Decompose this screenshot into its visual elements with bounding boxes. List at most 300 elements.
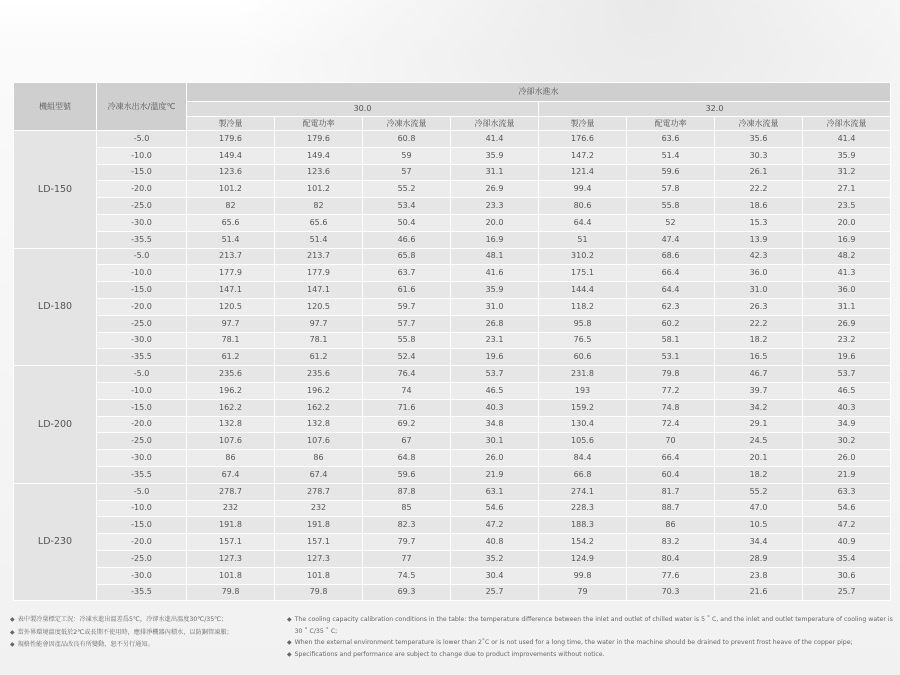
- outlet-temp-cell: -35.5: [97, 466, 187, 483]
- value-cell: 79.8: [275, 584, 363, 601]
- diamond-bullet-icon: ◆: [10, 628, 15, 636]
- value-cell: 47.4: [627, 231, 715, 248]
- value-cell: 57.7: [363, 315, 451, 332]
- value-cell: 35.9: [451, 282, 539, 299]
- value-cell: 47.2: [451, 517, 539, 534]
- value-cell: 196.2: [275, 382, 363, 399]
- value-cell: 57: [363, 164, 451, 181]
- value-cell: 232: [187, 500, 275, 517]
- value-cell: 81.7: [627, 483, 715, 500]
- value-cell: 46.6: [363, 231, 451, 248]
- value-cell: 25.7: [451, 584, 539, 601]
- value-cell: 123.6: [187, 164, 275, 181]
- value-cell: 64.4: [539, 214, 627, 231]
- value-cell: 191.8: [187, 517, 275, 534]
- value-cell: 55.8: [363, 332, 451, 349]
- value-cell: 132.8: [275, 416, 363, 433]
- value-cell: 16.9: [803, 231, 891, 248]
- value-cell: 27.1: [803, 181, 891, 198]
- value-cell: 86: [275, 450, 363, 467]
- value-cell: 105.6: [539, 433, 627, 450]
- value-cell: 16.9: [451, 231, 539, 248]
- value-cell: 66.4: [627, 265, 715, 282]
- diamond-bullet-icon: ◆: [10, 616, 15, 623]
- value-cell: 31.0: [715, 282, 803, 299]
- value-cell: 77.2: [627, 382, 715, 399]
- value-cell: 54.6: [451, 500, 539, 517]
- value-cell: 76.5: [539, 332, 627, 349]
- value-cell: 23.5: [803, 198, 891, 215]
- value-cell: 79: [539, 584, 627, 601]
- value-cell: 51.4: [187, 231, 275, 248]
- table-row: [14, 332, 891, 349]
- value-cell: 101.8: [187, 567, 275, 584]
- value-cell: 82: [187, 198, 275, 215]
- value-cell: 55.8: [627, 198, 715, 215]
- value-cell: 154.2: [539, 534, 627, 551]
- value-cell: 228.3: [539, 500, 627, 517]
- value-cell: 65.8: [363, 248, 451, 265]
- header-temp-30: 30.0: [187, 102, 539, 117]
- value-cell: 67.4: [187, 466, 275, 483]
- value-cell: 46.7: [715, 366, 803, 383]
- value-cell: 86: [627, 517, 715, 534]
- value-cell: 55.2: [715, 483, 803, 500]
- note-item: [10, 639, 282, 652]
- value-cell: 213.7: [275, 248, 363, 265]
- outlet-temp-cell: -10.0: [97, 147, 187, 164]
- value-cell: 127.3: [275, 550, 363, 567]
- value-cell: 132.8: [187, 416, 275, 433]
- value-cell: 74.5: [363, 567, 451, 584]
- value-cell: 80.6: [539, 198, 627, 215]
- value-cell: 52: [627, 214, 715, 231]
- note-text: When the external environment temperature is lower than 2˚C or is not used for a long time, the water in the machine should be drained to prevent frost heave of the copper pipe;: [294, 639, 853, 646]
- value-cell: 278.7: [187, 483, 275, 500]
- table-row: [14, 366, 891, 383]
- value-cell: 64.8: [363, 450, 451, 467]
- diamond-bullet-icon: ◆: [287, 639, 292, 646]
- value-cell: 86: [187, 450, 275, 467]
- table-row: [14, 198, 891, 215]
- value-cell: 57.8: [627, 181, 715, 198]
- model-cell: LD-150: [14, 131, 97, 249]
- value-cell: 47.2: [803, 517, 891, 534]
- value-cell: 196.2: [187, 382, 275, 399]
- value-cell: 26.9: [451, 181, 539, 198]
- table-row: [14, 214, 891, 231]
- value-cell: 40.9: [803, 534, 891, 551]
- value-cell: 23.3: [451, 198, 539, 215]
- table-row: [14, 315, 891, 332]
- note-item: [10, 614, 282, 627]
- note-text: The cooling capacity calibration conditions in the table: the temperature difference between the inlet and outlet of chilled water is 5 ˚ C, and the inlet and outlet temperature of cooling water is 30 ˚ C/35 ˚ C;: [294, 616, 893, 635]
- header-cooling-flow: 冷卻水流量: [451, 117, 539, 131]
- value-cell: 191.8: [275, 517, 363, 534]
- value-cell: 101.2: [275, 181, 363, 198]
- value-cell: 21.9: [803, 466, 891, 483]
- value-cell: 120.5: [187, 298, 275, 315]
- value-cell: 47.0: [715, 500, 803, 517]
- outlet-temp-cell: -10.0: [97, 265, 187, 282]
- value-cell: 149.4: [187, 147, 275, 164]
- header-chilled-flow: 冷凍水流量: [363, 117, 451, 131]
- value-cell: 23.2: [803, 332, 891, 349]
- table-row: [14, 349, 891, 366]
- value-cell: 179.6: [187, 131, 275, 148]
- value-cell: 24.5: [715, 433, 803, 450]
- value-cell: 123.6: [275, 164, 363, 181]
- value-cell: 35.2: [451, 550, 539, 567]
- value-cell: 83.2: [627, 534, 715, 551]
- value-cell: 10.5: [715, 517, 803, 534]
- value-cell: 51: [539, 231, 627, 248]
- value-cell: 101.2: [187, 181, 275, 198]
- table-header: [14, 83, 891, 131]
- value-cell: 213.7: [187, 248, 275, 265]
- value-cell: 29.1: [715, 416, 803, 433]
- header-power: 配電功率: [627, 117, 715, 131]
- outlet-temp-cell: -15.0: [97, 164, 187, 181]
- value-cell: 39.7: [715, 382, 803, 399]
- value-cell: 23.8: [715, 567, 803, 584]
- value-cell: 69.2: [363, 416, 451, 433]
- table-row: [14, 248, 891, 265]
- outlet-temp-cell: -25.0: [97, 550, 187, 567]
- value-cell: 82.3: [363, 517, 451, 534]
- value-cell: 41.4: [451, 131, 539, 148]
- header-temp-32: 32.0: [539, 102, 891, 117]
- outlet-temp-cell: -20.0: [97, 534, 187, 551]
- table-row: [14, 147, 891, 164]
- value-cell: 59: [363, 147, 451, 164]
- value-cell: 53.7: [803, 366, 891, 383]
- value-cell: 79.8: [187, 584, 275, 601]
- value-cell: 30.6: [803, 567, 891, 584]
- value-cell: 22.2: [715, 315, 803, 332]
- table-body: [14, 131, 891, 601]
- value-cell: 18.2: [715, 466, 803, 483]
- value-cell: 35.4: [803, 550, 891, 567]
- value-cell: 41.3: [803, 265, 891, 282]
- spec-table: [13, 82, 891, 601]
- note-text: 規格性能會因產品改良有所變動，恕不另行通知。: [17, 641, 154, 648]
- value-cell: 51.4: [275, 231, 363, 248]
- outlet-temp-cell: -25.0: [97, 433, 187, 450]
- value-cell: 69.3: [363, 584, 451, 601]
- value-cell: 63.6: [627, 131, 715, 148]
- note-text: 表中製冷量標定工況：冷凍水進出溫差爲5℃，冷卻水進出溫度30℃/35℃；: [17, 616, 228, 623]
- outlet-temp-cell: -20.0: [97, 416, 187, 433]
- value-cell: 159.2: [539, 399, 627, 416]
- table-row: [14, 164, 891, 181]
- value-cell: 99.8: [539, 567, 627, 584]
- value-cell: 48.2: [803, 248, 891, 265]
- table-row: [14, 466, 891, 483]
- diamond-bullet-icon: ◆: [287, 616, 292, 623]
- value-cell: 124.9: [539, 550, 627, 567]
- table-row: [14, 450, 891, 467]
- table-row: [14, 517, 891, 534]
- outlet-temp-cell: -5.0: [97, 366, 187, 383]
- table-row: [14, 399, 891, 416]
- value-cell: 107.6: [275, 433, 363, 450]
- model-cell: LD-180: [14, 248, 97, 366]
- diamond-bullet-icon: ◆: [287, 650, 292, 658]
- outlet-temp-cell: -20.0: [97, 298, 187, 315]
- value-cell: 21.6: [715, 584, 803, 601]
- note-item: [287, 649, 897, 661]
- table-row: [14, 231, 891, 248]
- header-chilled-flow: 冷凍水流量: [715, 117, 803, 131]
- value-cell: 13.9: [715, 231, 803, 248]
- note-item: [287, 637, 897, 649]
- value-cell: 28.9: [715, 550, 803, 567]
- outlet-temp-cell: -25.0: [97, 198, 187, 215]
- value-cell: 77.6: [627, 567, 715, 584]
- header-model: 機組型號: [14, 83, 97, 131]
- value-cell: 179.6: [275, 131, 363, 148]
- header-chilled-outlet: 冷凍水出水/溫度℃: [97, 83, 187, 131]
- outlet-temp-cell: -35.5: [97, 231, 187, 248]
- value-cell: 34.4: [715, 534, 803, 551]
- outlet-temp-cell: -15.0: [97, 399, 187, 416]
- value-cell: 30.3: [715, 147, 803, 164]
- value-cell: 26.0: [803, 450, 891, 467]
- model-cell: LD-230: [14, 483, 97, 601]
- outlet-temp-cell: -20.0: [97, 181, 187, 198]
- value-cell: 85: [363, 500, 451, 517]
- value-cell: 120.5: [275, 298, 363, 315]
- value-cell: 72.4: [627, 416, 715, 433]
- value-cell: 35.9: [803, 147, 891, 164]
- outlet-temp-cell: -30.0: [97, 214, 187, 231]
- value-cell: 64.4: [627, 282, 715, 299]
- value-cell: 61.6: [363, 282, 451, 299]
- value-cell: 36.0: [803, 282, 891, 299]
- table-row: [14, 534, 891, 551]
- value-cell: 235.6: [275, 366, 363, 383]
- table-row: [14, 382, 891, 399]
- table-row: [14, 500, 891, 517]
- value-cell: 70: [627, 433, 715, 450]
- value-cell: 53.7: [451, 366, 539, 383]
- value-cell: 162.2: [275, 399, 363, 416]
- value-cell: 193: [539, 382, 627, 399]
- value-cell: 99.4: [539, 181, 627, 198]
- value-cell: 147.1: [275, 282, 363, 299]
- value-cell: 30.4: [451, 567, 539, 584]
- value-cell: 97.7: [275, 315, 363, 332]
- value-cell: 59.6: [627, 164, 715, 181]
- value-cell: 63.1: [451, 483, 539, 500]
- value-cell: 77: [363, 550, 451, 567]
- note-item: [10, 627, 282, 640]
- value-cell: 157.1: [275, 534, 363, 551]
- table-row: [14, 282, 891, 299]
- notes-chinese: [10, 614, 282, 652]
- value-cell: 68.6: [627, 248, 715, 265]
- outlet-temp-cell: -5.0: [97, 483, 187, 500]
- value-cell: 188.3: [539, 517, 627, 534]
- value-cell: 107.6: [187, 433, 275, 450]
- value-cell: 40.3: [451, 399, 539, 416]
- note-text: Specifications and performance are subject to change due to product improvements without notice.: [294, 650, 605, 658]
- value-cell: 149.4: [275, 147, 363, 164]
- notes-english: [287, 614, 897, 660]
- header-cooling-capacity: 製冷量: [539, 117, 627, 131]
- value-cell: 19.6: [451, 349, 539, 366]
- value-cell: 31.0: [451, 298, 539, 315]
- value-cell: 26.0: [451, 450, 539, 467]
- value-cell: 18.2: [715, 332, 803, 349]
- value-cell: 118.2: [539, 298, 627, 315]
- value-cell: 121.4: [539, 164, 627, 181]
- outlet-temp-cell: -5.0: [97, 131, 187, 148]
- value-cell: 25.7: [803, 584, 891, 601]
- value-cell: 80.4: [627, 550, 715, 567]
- header-cooling-inlet: 冷卻水進水: [187, 83, 891, 102]
- value-cell: 60.4: [627, 466, 715, 483]
- table-row: [14, 483, 891, 500]
- table-row: [14, 181, 891, 198]
- outlet-temp-cell: -10.0: [97, 382, 187, 399]
- value-cell: 58.1: [627, 332, 715, 349]
- value-cell: 70.3: [627, 584, 715, 601]
- value-cell: 84.4: [539, 450, 627, 467]
- value-cell: 175.1: [539, 265, 627, 282]
- value-cell: 55.2: [363, 181, 451, 198]
- value-cell: 157.1: [187, 534, 275, 551]
- value-cell: 20.1: [715, 450, 803, 467]
- value-cell: 18.6: [715, 198, 803, 215]
- value-cell: 176.6: [539, 131, 627, 148]
- value-cell: 62.3: [627, 298, 715, 315]
- value-cell: 60.8: [363, 131, 451, 148]
- value-cell: 41.6: [451, 265, 539, 282]
- value-cell: 147.2: [539, 147, 627, 164]
- value-cell: 46.5: [803, 382, 891, 399]
- note-item: [287, 614, 897, 637]
- value-cell: 30.2: [803, 433, 891, 450]
- value-cell: 274.1: [539, 483, 627, 500]
- value-cell: 61.2: [187, 349, 275, 366]
- value-cell: 51.4: [627, 147, 715, 164]
- value-cell: 101.8: [275, 567, 363, 584]
- value-cell: 48.1: [451, 248, 539, 265]
- table-row: [14, 567, 891, 584]
- value-cell: 20.0: [803, 214, 891, 231]
- value-cell: 147.1: [187, 282, 275, 299]
- diamond-bullet-icon: ◆: [10, 641, 15, 648]
- header-cooling-capacity: 製冷量: [187, 117, 275, 131]
- value-cell: 31.2: [803, 164, 891, 181]
- value-cell: 19.6: [803, 349, 891, 366]
- outlet-temp-cell: -30.0: [97, 332, 187, 349]
- value-cell: 59.7: [363, 298, 451, 315]
- outlet-temp-cell: -10.0: [97, 500, 187, 517]
- value-cell: 79.8: [627, 366, 715, 383]
- header-power: 配電功率: [275, 117, 363, 131]
- value-cell: 95.8: [539, 315, 627, 332]
- outlet-temp-cell: -25.0: [97, 315, 187, 332]
- value-cell: 41.4: [803, 131, 891, 148]
- value-cell: 53.4: [363, 198, 451, 215]
- table-row: [14, 584, 891, 601]
- value-cell: 52.4: [363, 349, 451, 366]
- value-cell: 82: [275, 198, 363, 215]
- value-cell: 54.6: [803, 500, 891, 517]
- value-cell: 144.4: [539, 282, 627, 299]
- value-cell: 60.2: [627, 315, 715, 332]
- value-cell: 278.7: [275, 483, 363, 500]
- value-cell: 78.1: [187, 332, 275, 349]
- value-cell: 15.3: [715, 214, 803, 231]
- value-cell: 59.6: [363, 466, 451, 483]
- value-cell: 50.4: [363, 214, 451, 231]
- value-cell: 74.8: [627, 399, 715, 416]
- value-cell: 35.6: [715, 131, 803, 148]
- value-cell: 30.1: [451, 433, 539, 450]
- value-cell: 162.2: [187, 399, 275, 416]
- table-row: [14, 265, 891, 282]
- value-cell: 26.9: [803, 315, 891, 332]
- value-cell: 22.2: [715, 181, 803, 198]
- value-cell: 35.9: [451, 147, 539, 164]
- value-cell: 67.4: [275, 466, 363, 483]
- note-text: 當外界環境溫度低於2℃或長期不使用時，應排淨機器內積水，以防銅管凍脹；: [17, 628, 233, 636]
- value-cell: 61.2: [275, 349, 363, 366]
- value-cell: 66.8: [539, 466, 627, 483]
- value-cell: 40.3: [803, 399, 891, 416]
- table-row: [14, 416, 891, 433]
- value-cell: 66.4: [627, 450, 715, 467]
- value-cell: 26.3: [715, 298, 803, 315]
- model-cell: LD-200: [14, 366, 97, 484]
- outlet-temp-cell: -30.0: [97, 450, 187, 467]
- value-cell: 26.1: [715, 164, 803, 181]
- value-cell: 177.9: [187, 265, 275, 282]
- value-cell: 31.1: [803, 298, 891, 315]
- value-cell: 16.5: [715, 349, 803, 366]
- table-row: [14, 550, 891, 567]
- value-cell: 130.4: [539, 416, 627, 433]
- outlet-temp-cell: -30.0: [97, 567, 187, 584]
- value-cell: 78.1: [275, 332, 363, 349]
- table-row: [14, 433, 891, 450]
- value-cell: 60.6: [539, 349, 627, 366]
- value-cell: 65.6: [275, 214, 363, 231]
- value-cell: 127.3: [187, 550, 275, 567]
- value-cell: 31.1: [451, 164, 539, 181]
- value-cell: 67: [363, 433, 451, 450]
- value-cell: 74: [363, 382, 451, 399]
- value-cell: 235.6: [187, 366, 275, 383]
- value-cell: 40.8: [451, 534, 539, 551]
- value-cell: 87.8: [363, 483, 451, 500]
- value-cell: 20.0: [451, 214, 539, 231]
- table-row: [14, 298, 891, 315]
- value-cell: 71.6: [363, 399, 451, 416]
- outlet-temp-cell: -15.0: [97, 282, 187, 299]
- value-cell: 34.2: [715, 399, 803, 416]
- value-cell: 42.3: [715, 248, 803, 265]
- table-row: [14, 131, 891, 148]
- outlet-temp-cell: -5.0: [97, 248, 187, 265]
- value-cell: 63.7: [363, 265, 451, 282]
- value-cell: 232: [275, 500, 363, 517]
- value-cell: 97.7: [187, 315, 275, 332]
